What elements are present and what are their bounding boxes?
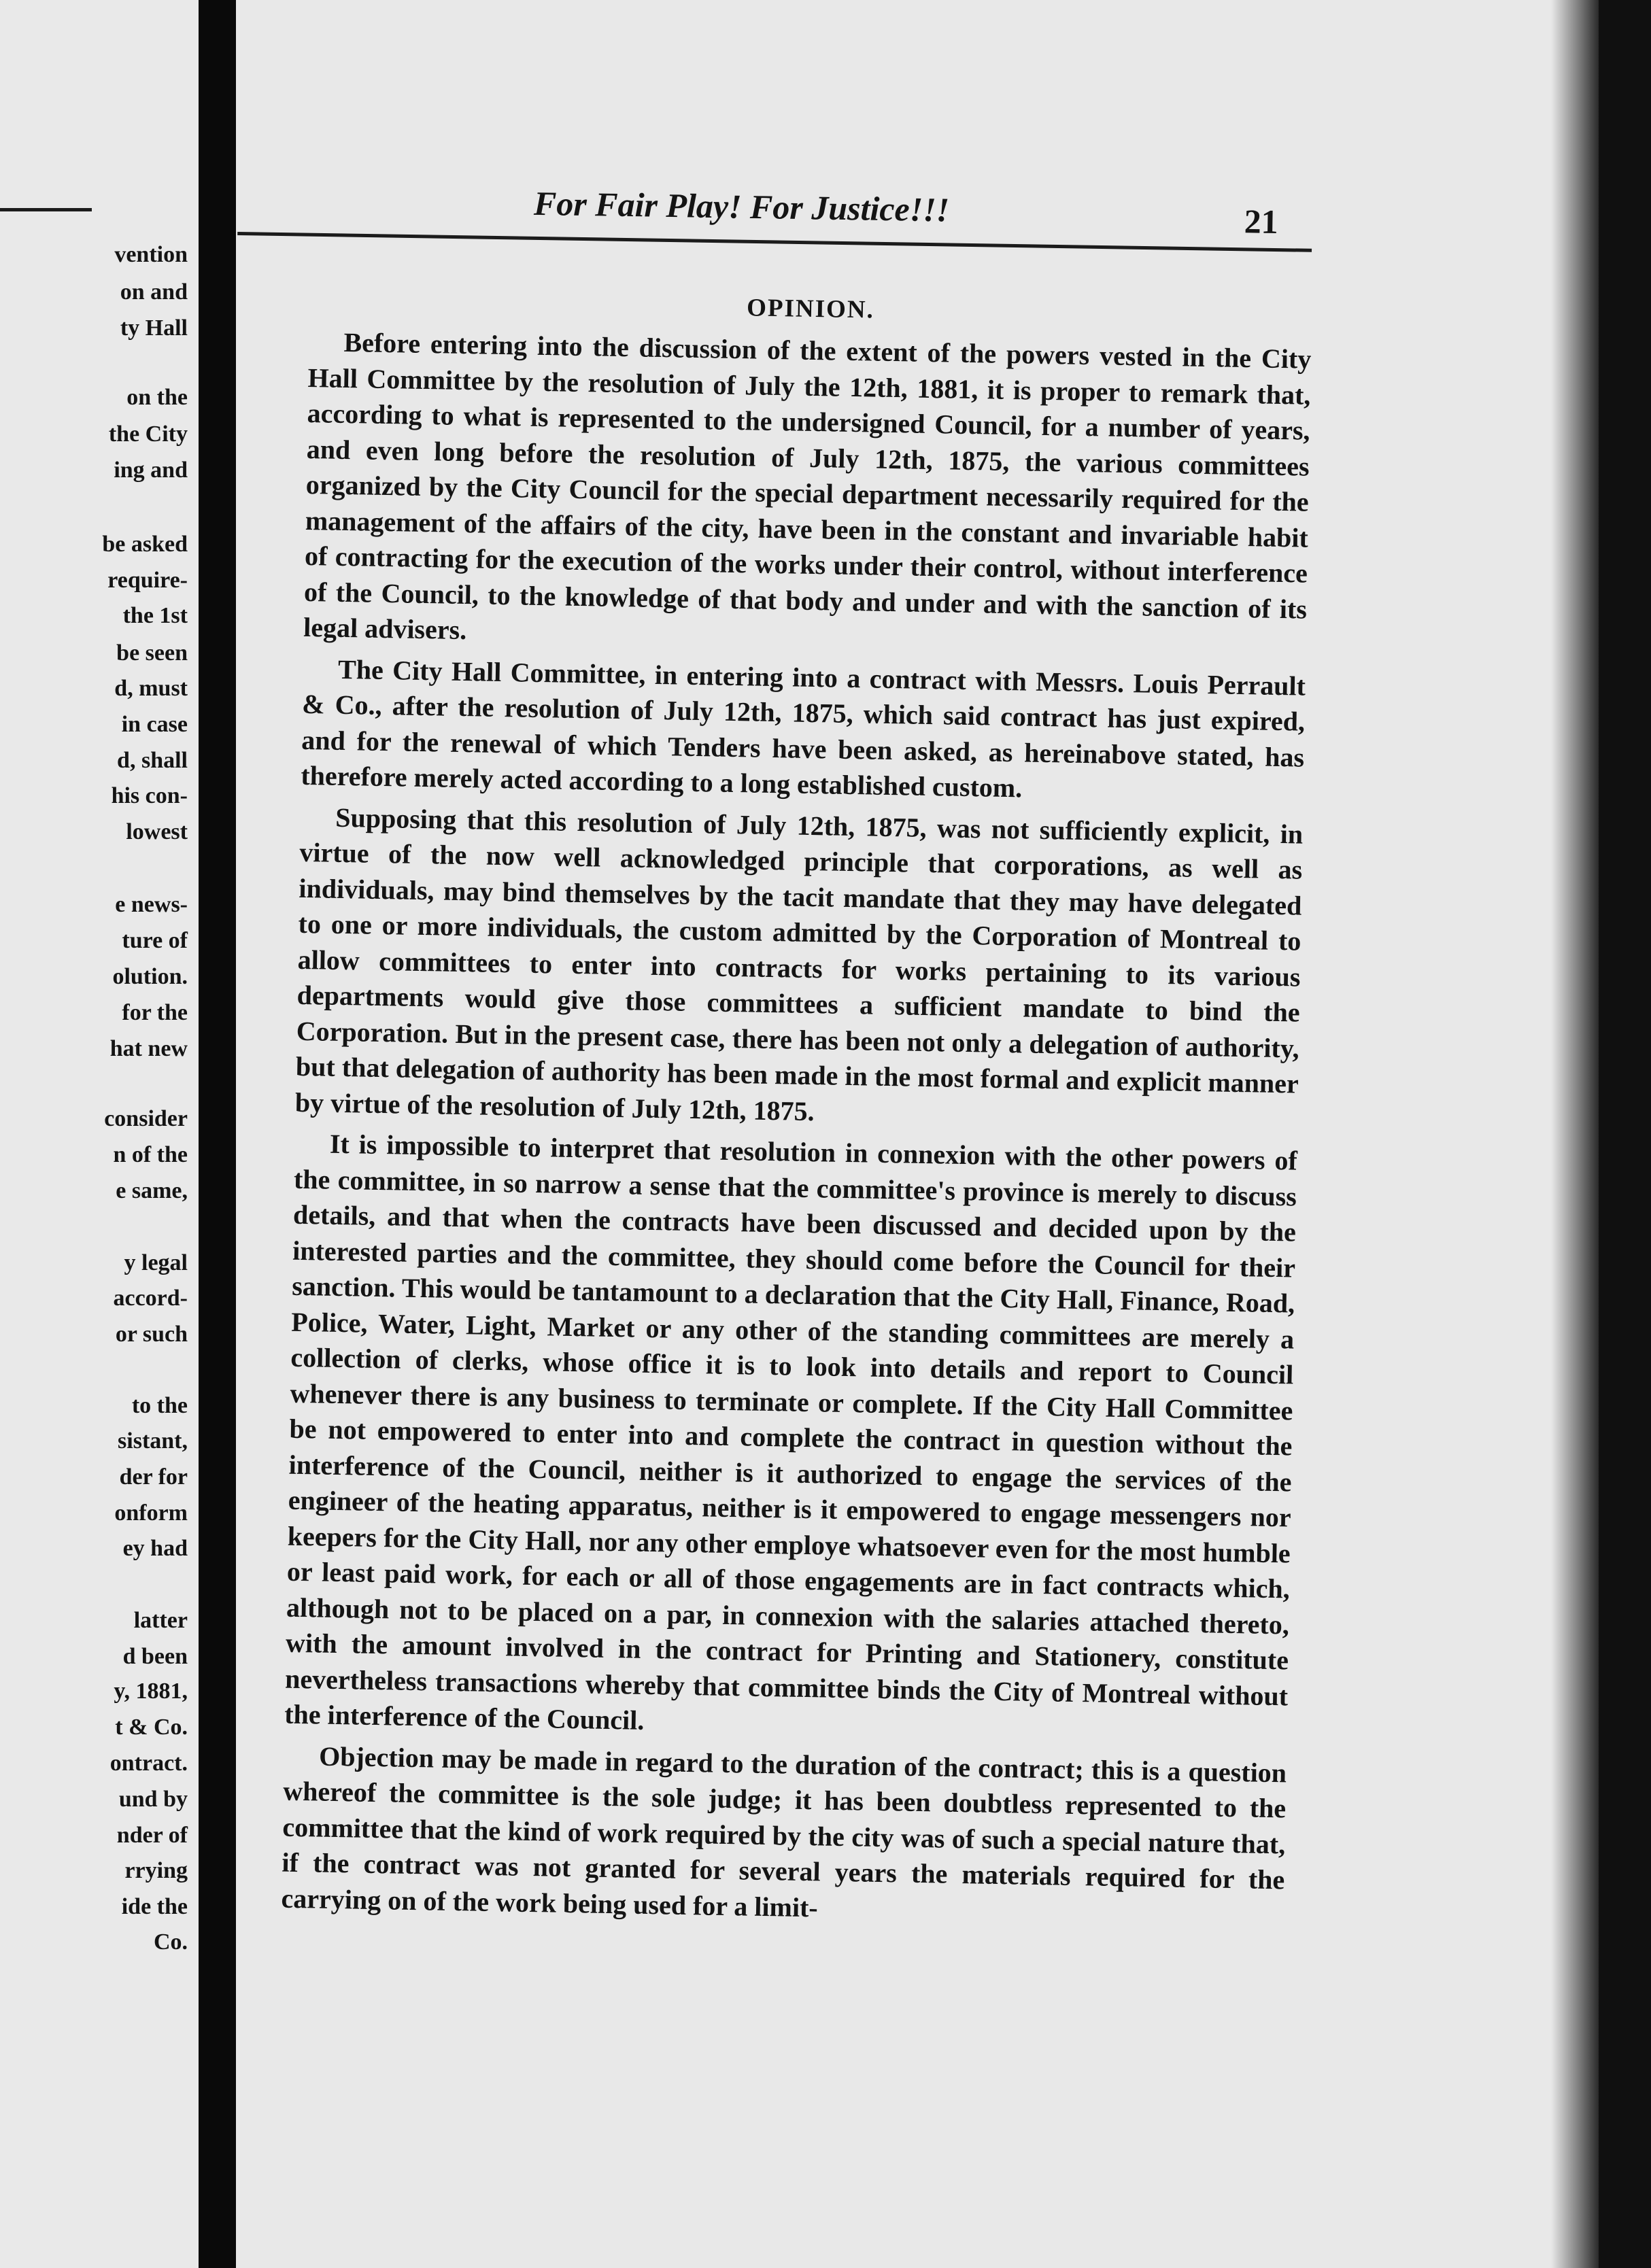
page-number: 21: [1244, 202, 1279, 241]
page-edge-shadow: [1551, 0, 1599, 2268]
left-page-line: olution.: [112, 964, 188, 989]
left-page-line: on and: [120, 279, 188, 305]
left-page-line: lowest: [126, 819, 188, 844]
left-page-line: vention: [114, 242, 188, 267]
left-page-line: y, 1881,: [114, 1679, 188, 1704]
left-page-line: ide the: [121, 1894, 188, 1919]
left-page-line: in case: [121, 712, 188, 737]
paragraph: Before entering into the discussion of the extent of the powers vested in the City Hall Committee by the resolution of July the 12th, 1881, it is proper to remark that, according to what is represented to the undersigned Council, for a number of years, and even long before the resolution of July 12th, 1875, the various committees organized by the City Council for the special department necessarily required for the management of the affairs of the city, have been in the constant and invariable habit of contracting for the execution of the works under their control, without interference of the Council, to the knowledge of that body and under and with the sanction of its legal advisers.: [303, 326, 1312, 646]
paragraph: Objection may be made in regard to the duration of the contract; this is a question whereof the committee is the sole judge; it has been doubtless represented to the committee that the kind of work required by the city was of such a special nature that, if the contract was not granted for several years the materials required for the carrying on of the work being used for a limit-: [281, 1740, 1287, 1923]
page-body: [281, 286, 1312, 1939]
left-page-line: nder of: [116, 1823, 188, 1848]
left-page-rule: [0, 208, 92, 211]
left-page-line: the City: [108, 422, 188, 447]
left-page-line: rrying: [124, 1858, 188, 1883]
left-page-line: e same,: [116, 1178, 188, 1203]
book-gutter: [199, 0, 236, 2268]
section-heading: OPINION.: [746, 294, 875, 324]
left-page-line: ey had: [122, 1536, 188, 1561]
left-page-line: on the: [126, 385, 188, 410]
scan-border: [1599, 0, 1651, 2268]
left-page-line: latter: [133, 1608, 188, 1633]
left-page-line: his con-: [111, 783, 188, 808]
left-page-line: sistant,: [118, 1428, 188, 1454]
left-page-line: to the: [131, 1393, 188, 1418]
running-title: For Fair Play! For Justice!!!: [533, 184, 950, 229]
left-page-line: hat new: [109, 1036, 188, 1061]
left-page-line: d, shall: [117, 748, 188, 773]
left-page-line: ture of: [122, 928, 188, 953]
left-page-line: der for: [119, 1464, 188, 1490]
left-page-line: e news-: [115, 892, 188, 917]
paragraph: It is impossible to interpret that resolution in connexion with the other powers of the committee, in so narrow a sense that the committee's province is merely to discuss details, and that when the contracts have been discussed and decided upon by the interested parties and the committee, they should come before the Council for their sanction. This would be tantamount to a declaration that the City Hall, Finance, Road, Police, Water, Light, Market or any other of the standing committees are merely a collection of clerks, whose office it is to look into details and report to Council whenever there is any business to terminate or complete. If the City Hall Committee be not empowered to enter into and complete the contract in question without the interference of the Council, neither is it authorized to engage the services of the engineer of the heating apparatus, neither is it empowered to engage messengers nor keepers for the City Hall, nor any other employe whatsoever even for the most humble or least paid work, for each or all of those engagements are in fact contracts which, although not to be placed on a par, in connexion with the salaries attached thereto, with the amount involved in the contract for Printing and Stationery, constitute nevertheless transactions whereby that committee binds the City of Montreal without the interference of the Council.: [284, 1128, 1298, 1736]
left-page-line: d been: [122, 1644, 188, 1669]
paragraph: The City Hall Committee, in entering into a contract with Messrs. Louis Perrault & Co., after the resolution of July 12th, 1875, which said contract has just expired, and for the renewal of which Tenders have been asked, as hereinabove stated, has therefore merely acted according to a long established custom.: [301, 653, 1306, 804]
left-page-line: ontract.: [109, 1751, 188, 1776]
left-page-line: be asked: [102, 532, 188, 557]
left-page-line: und by: [118, 1787, 188, 1812]
left-page-line: onform: [114, 1500, 188, 1526]
left-page: [0, 0, 199, 2268]
left-page-line: n of the: [113, 1142, 188, 1167]
left-page-line: or such: [115, 1322, 188, 1347]
left-page-line: consider: [104, 1106, 188, 1131]
left-page-line: require-: [107, 568, 188, 593]
paragraph: Supposing that this resolution of July 12th, 1875, was not sufficiently explicit, in virtue of the now well acknowledged principle that corporations, as well as individuals, may bind themselves by the tacit mandate that they may have delegated to one or more individuals, the custom admitted by the Corporation of Montreal to allow committees to enter into contracts for works pertaining to its various departments would give those committees a sufficient mandate to bind the Corporation. But in the present case, there has been not only a delegation of authority, but that delegation of authority has been made in the most formal and explicit manner by virtue of the resolution of July 12th, 1875.: [294, 802, 1304, 1127]
left-page-line: for the: [122, 1000, 188, 1025]
left-page-line: t & Co.: [115, 1715, 188, 1740]
left-page-line: ing and: [114, 458, 188, 483]
left-page-line: d, must: [114, 676, 188, 701]
left-page-line: accord-: [113, 1286, 188, 1311]
left-page-line: Co.: [153, 1929, 188, 1955]
left-page-line: the 1st: [122, 603, 188, 628]
left-page-line: be seen: [116, 640, 188, 666]
left-page-line: ty Hall: [120, 315, 188, 341]
left-page-line: y legal: [124, 1250, 188, 1275]
